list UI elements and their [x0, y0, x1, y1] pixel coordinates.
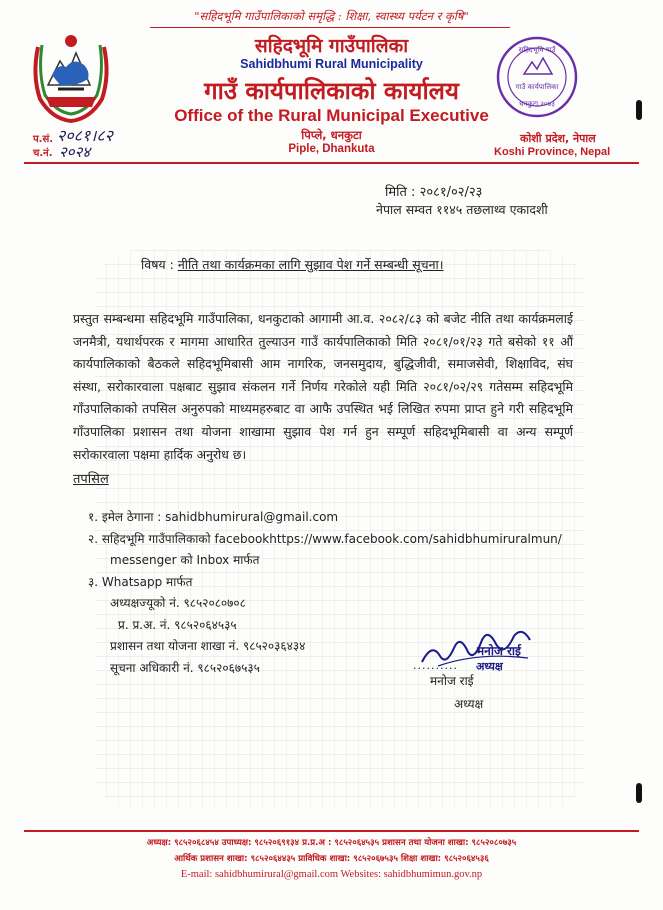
province-english: Koshi Province, Nepal	[494, 146, 611, 158]
footer-divider	[24, 830, 639, 832]
notice-body: प्रस्तुत सम्बन्धमा सहिदभूमि गाउँपालिका, धनकुटाको आगामी आ.व. २०८२/८३ को बजेट नीति तथा कार्यक्रमलाई जनमैत्री, यथार्थपरक र मागमा आधारित तुल्याउन गाउँ कार्यपालिकाको मिति २०८१/०१/२३ गते बसेको ११ औं कार्यपालिकाको बैठकले सहिदभूमिबासी आम नागरिक, जनसमुदाय, बुद्धिजीवी, समाजसेवी, शिक्षाविद, संघ संस्था, सरोकारवाला पक्षबाट सुझाव संकलन गर्ने निर्णय गरेकोले यही मिति २०८१/०२/२९ गतेसम्म सहिदभूमि गाँउपालिकाको तपसिल अनुरुपको माध्यमहरुबाट वा आफै उपस्थित भई लिखित रुपमा प्राप्त हुने गरी सहिदभूमि गाँउपालिका प्रशासन तथा योजना शाखामा सुझाव पेश गर्न हुन सम्पूर्ण सहिदभूमिबासी वा अन्य सम्पूर्ण सरोकारवाला पक्षमा हार्दिक अनुरोध छ।	[73, 311, 573, 462]
motto-underline	[150, 27, 510, 28]
signatory-title: अध्यक्ष	[454, 697, 484, 711]
list-item: १. इमेल ठेगाना : sahidbhumirural@gmail.com	[88, 510, 339, 524]
address-english: Piple, Dhankuta	[288, 143, 375, 155]
header-divider	[24, 162, 639, 164]
subject-label: विषय :	[141, 257, 178, 272]
footer-email-website: E-mail: sahidbhumirural@gmail.com Websites: sahidbhumimun.gov.np	[180, 869, 483, 880]
dispatch-number-value: २०२४	[59, 143, 91, 161]
list-item: ३. Whatsapp मार्फत	[88, 574, 193, 589]
seal-text-mid: गाउँ कार्यपालिका	[515, 83, 559, 91]
signature-line: ..........	[413, 659, 458, 672]
seal-text-bottom: धनकुटा,२०७३	[519, 100, 555, 108]
punch-hole-mark	[636, 100, 642, 120]
reference-number-label: प.सं.	[33, 134, 54, 145]
reference-number-value: २०८१।८२	[57, 126, 113, 145]
list-item: २. सहिदभूमि गाउँपालिकाको facebookhttps://www.facebook.com/sahidbhumiruralmun/	[88, 531, 562, 546]
footer-contacts-line1: अध्यक्ष: ९८५२०६८४५४ उपाध्यक्ष: ९८५२०६९१३४ प्र.प्र.अ : ९८५२०६४५३५ प्रशासन तथा योजना शाखा: ९८५२०८०७३५	[146, 838, 517, 848]
motto: "सहिदभूमि गाउँपालिकाको समृद्धि : शिक्षा, स्वास्थ्य पर्यटन र कृषि"	[194, 9, 469, 23]
office-name-nepali: गाउँ कार्यपालिकाको कार्यालय	[204, 77, 459, 105]
office-seal-stamp	[494, 34, 580, 120]
dispatch-number-label: च.नं.	[33, 148, 53, 159]
municipality-name-english: Sahidbhumi Rural Municipality	[240, 57, 423, 71]
nepal-sambat-date: नेपाल सम्वत ११४५ तछलाथ्व एकादशी	[376, 202, 548, 217]
list-item: सूचना अधिकारी नं. ९८५२०६७५३५	[110, 660, 260, 675]
list-item: प्र. प्र.अ. नं. ९८५२०६४५३५	[118, 617, 237, 632]
province-nepali: कोशी प्रदेश, नेपाल	[520, 132, 596, 145]
signatory-name: मनोज राई	[430, 674, 474, 688]
list-item: messenger को Inbox मार्फत	[110, 553, 260, 567]
signature-stamp-name: मनोज राई	[477, 644, 521, 658]
tapasil-heading: तपसिल	[73, 472, 109, 487]
punch-hole-mark	[636, 783, 642, 803]
subject-line	[141, 256, 444, 273]
subject-text: नीति तथा कार्यक्रमका लागि सुझाव पेश गर्ने सम्बन्धी सूचना।	[177, 257, 444, 272]
office-name-english: Office of the Rural Municipal Executive	[174, 106, 489, 125]
date-line: मिति : २०८१/०२/२३	[385, 185, 483, 200]
list-item: प्रशासन तथा योजना शाखा नं. ९८५२०३६४३४	[110, 639, 306, 653]
seal-text-top: सहिदभूमि गाउँ	[518, 46, 556, 54]
address-nepali: पिप्ले, धनकुटा	[301, 128, 362, 142]
footer-contacts-line2: आर्थिक प्रशासन शाखा: ९८५२०६४४३५ प्राविधिक शाखा: ९८५२०६७५३५ शिक्षा शाखा: ९८५२०६४५३६	[174, 854, 489, 864]
list-item: अध्यक्षज्यूको नं. ९८५२०८०७०८	[110, 596, 246, 610]
signature-stamp-title: अध्यक्ष	[476, 660, 503, 673]
municipality-name-nepali: सहिदभूमि गाउँपालिका	[254, 35, 409, 57]
